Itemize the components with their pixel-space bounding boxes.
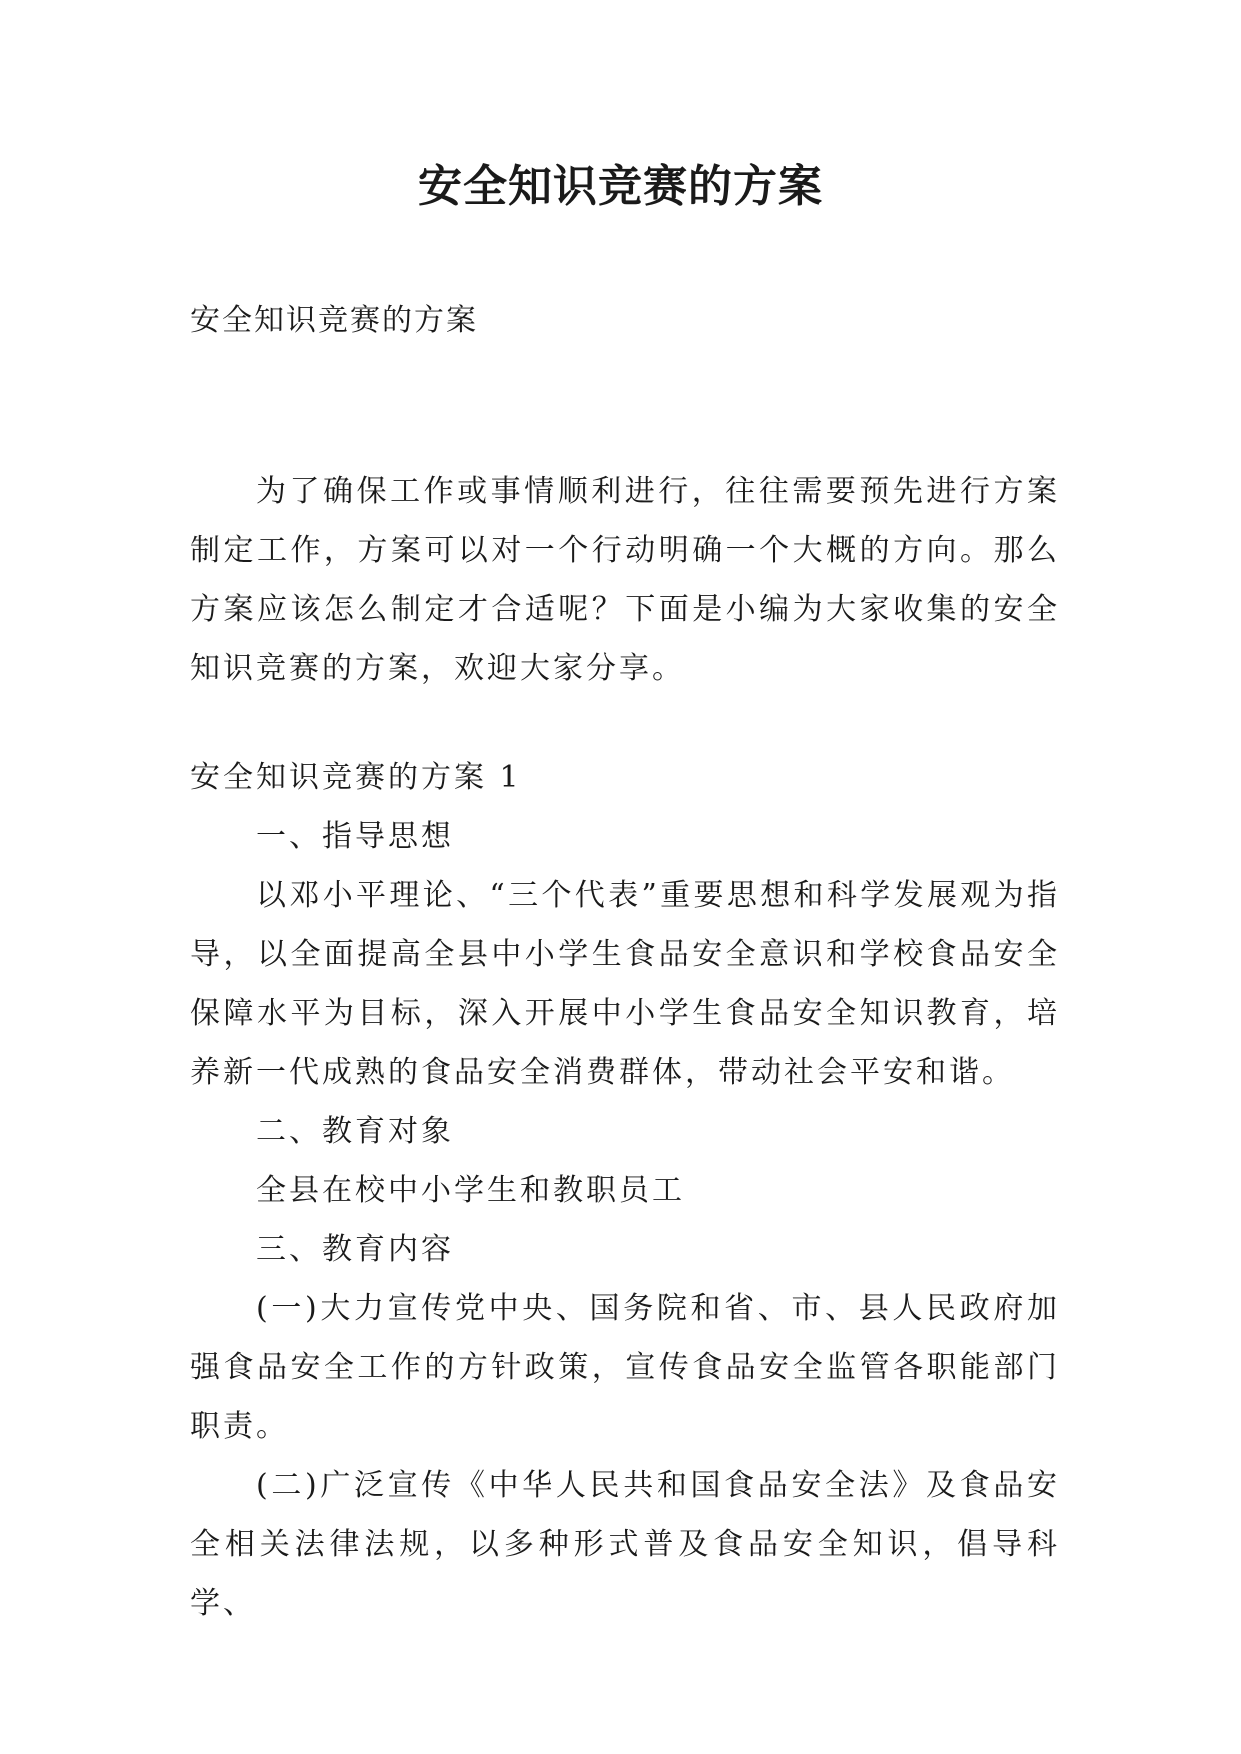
section-title: 安全知识竞赛的方案 1 <box>190 760 522 795</box>
document-body <box>190 462 1060 1633</box>
spacer <box>190 698 1060 748</box>
paragraph-education-targets: 全县在校中小学生和教职员工 <box>256 1173 685 1208</box>
document-subtitle: 安全知识竞赛的方案 <box>190 303 478 338</box>
heading-guiding-ideology: 一、指导思想 <box>256 819 454 854</box>
paragraph-content-1: (一)大力宣传党中央、国务院和省、市、县人民政府加强食品安全工作的方针政策，宣传食品安全监管各职能部门职责。 <box>190 1291 1060 1444</box>
document-title: 安全知识竞赛的方案 <box>418 161 823 212</box>
paragraph-guiding-ideology: 以邓小平理论、“三个代表”重要思想和科学发展观为指导，以全面提高全县中小学生食品安全意识和学校食品安全保障水平为目标，深入开展中小学生食品安全知识教育，培养新一代成熟的食品安全消费群体，带动社会平安和谐。 <box>190 878 1060 1090</box>
heading-education-content: 三、教育内容 <box>256 1232 454 1267</box>
paragraph-content-2: (二)广泛宣传《中华人民共和国食品安全法》及食品安全相关法律法规，以多种形式普及食品安全知识，倡导科学、 <box>190 1468 1060 1621</box>
intro-paragraph: 为了确保工作或事情顺利进行，往往需要预先进行方案制定工作，方案可以对一个行动明确一个大概的方向。那么方案应该怎么制定才合适呢？下面是小编为大家收集的安全知识竞赛的方案，欢迎大家分享。 <box>190 474 1060 686</box>
heading-education-targets: 二、教育对象 <box>256 1114 454 1149</box>
